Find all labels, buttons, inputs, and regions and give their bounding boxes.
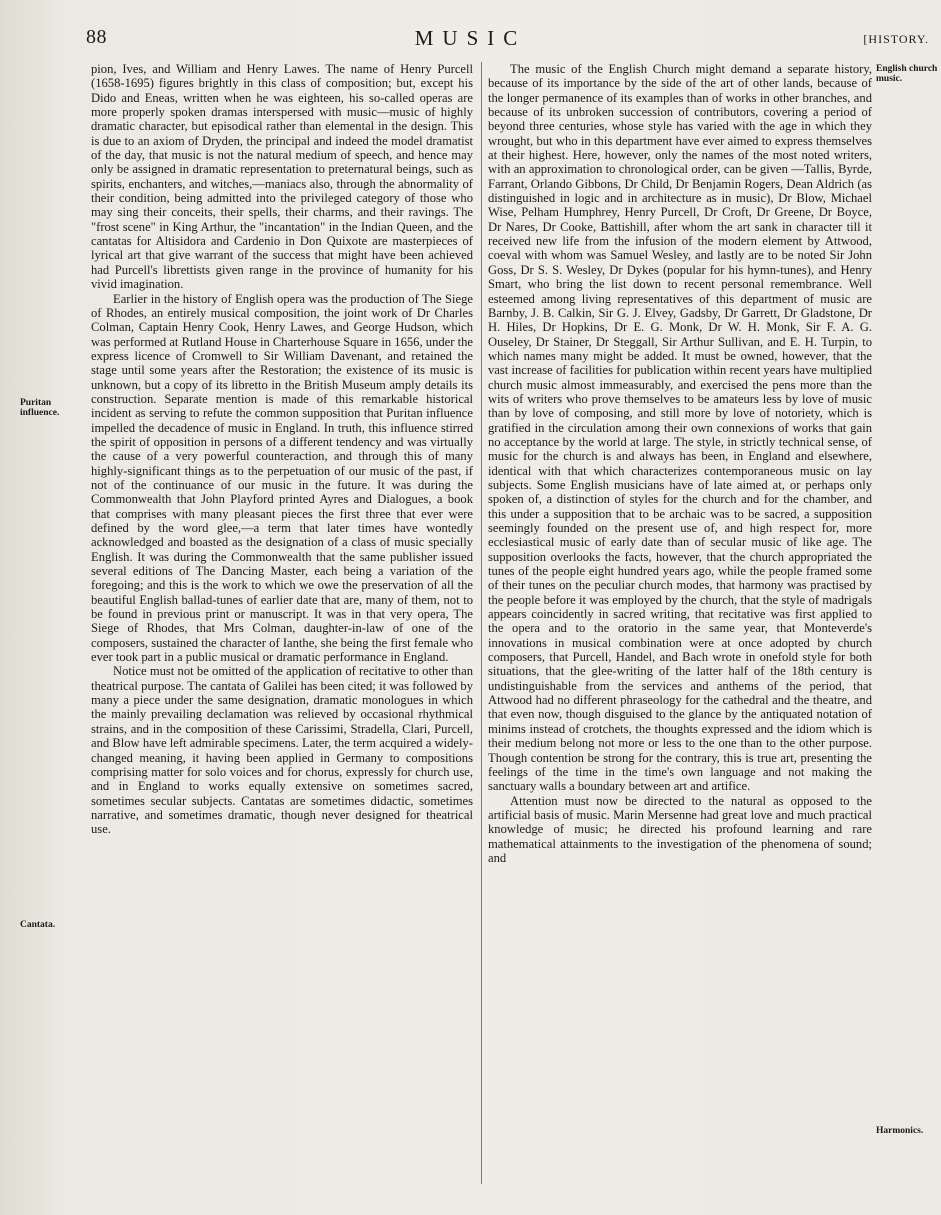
margin-note-puritan-influence: Puritan influence. [20,398,60,418]
paragraph-church-music: The music of the English Church might demand a separate history, because of its importance by the side of the art of other lands, because of the longer permanence of its examples than of works in other branches, and because of its unbroken succession of contributors, covering a period of beyond three centuries, whose style has varied with the age in which they wrought, but who in this department have ever aimed to express themselves at their highest. Here, however, only the names of the most noted writers, with an approximation to chronological order, can be given —Tallis, Byrde, Farrant, Orlando Gibbons, Dr Child, Dr Benjamin Rogers, Dean Aldrich (as distinguished in logic and in architecture as in music), Dr Blow, Michael Wise, Pelham Humphrey, Henry Purcell, Dr Croft, Dr Greene, Dr Boyce, Dr Nares, Dr Cooke, Battishill, after whom the art sank in character till it received new life from the infusion of the modern element by Attwood, coeval with whom was Samuel Wesley, and lastly are to be noted Sir John Goss, Dr S. S. Wesley, Dr Dykes (popular for his hymn-tunes), and Henry Smart, who bring the list down to recent personal remembrance. Well esteemed among living representatives of this department of music are Barnby, J. B. Calkin, Sir G. J. Elvey, Gadsby, Dr Garrett, Dr Gladstone, Dr H. Hiles, Dr Hopkins, Dr E. G. Monk, Dr W. H. Monk, Sir F. A. G. Ouseley, Dr Stainer, Dr Steggall, Sir Arthur Sullivan, and E. H. Turpin, to which names many might be added. It must be owned, however, that the vast increase of facilities for publication within recent years have multiplied church music almost immeasurably, and exercised the pens more than the wits of writers who prove themselves to be amateurs less by love of music than by love of composing, and still more by love of notoriety, which is gratified in the circulation among their own connexions of works that gain no acceptance by the world at large. The style, in strictly technical sense, of music for the church is and always has been, in England and elsewhere, identical with that which characterizes contemporaneous music on lay subjects. Some English musicians have of late aimed at, or perhaps only spoken of, a distinction of styles for the church and for the chamber, and this under a supposition that to be archaic was to be sacred, a supposition seemingly founded on the present use of, and high respect for, more ecclesiastical music of early date than of secular music of like age. The supposition overlooks the facts, however, that the church appropriated the tunes of the people eight hundred years ago, while the people framed some of their tunes on the peculiar church modes, that harmony was practised by the people before it was employed by the church, that the style of madrigals appears coincidently in sacred writing, that recitative was first applied to the opera and to the oratorio in the same year, that Monteverde's innovations in musical combination were at once adopted by church composers, that Purcell, Handel, and Bach wrote in onefold style for both situations, that the glee-writing of the latter half of the 18th century is undistinguishable from the services and anthems of the period, that Attwood had no different phraseology for the cathedral and the theatre, and that even now, though disguised to the glance by the antiquated notation of minims instead of crotchets, the thoughts expressed and the idiom which is their medium belong not more or less to the one than to the other purpose. Though contention be strong for the contrary, this is true art, presenting the feelings of the time in the time's own language and not making the sanctuary walls a boundary between art and artifice. [488,62,872,794]
page-header [0,26,941,56]
margin-note-english-church-music: English church music. [876,64,938,84]
paragraph-purcell-operas: pion, Ives, and William and Henry Lawes. The name of Henry Purcell (1658-1695) figures brightly in this class of composition; but, except his Dido and Eneas, written when he was eighteen, his so-called operas are more properly spoken dramas interspersed with music—music of highly dramatic character, but episodical rather than elemental in the design. This is due to an axiom of Dryden, the principal and indeed the model dramatist of the day, that music is not the natural medium of speech, and hence may only be assigned in dramatic representation to preternatural beings, such as spirits, enchanters, and witches,—maniacs also, through the abnormality of their condition, being admitted into the privileged category of those who may sing their conceits, their spells, their charms, and their ravings. The "frost scene" in King Arthur, the "incantation" in the Indian Queen, and the cantatas for Altisidora and Cardenio in Don Quixote are masterpieces of lyrical art that give warrant of the success that might have been achieved had Purcell's librettists given range in the province of humanity for his vivid imagination. [91,62,473,292]
right-column [488,62,872,865]
running-title: MUSIC [414,26,527,50]
margin-note-cantata: Cantata. [20,920,56,930]
page-number: 88 [86,26,107,48]
paragraph-harmonics: Attention must now be directed to the natural as opposed to the artificial basis of music. Marin Mersenne had great love and much practical knowledge of music; he directed his profound learning and rare mathematical attainments to the investigation of the phenomena of sound; and [488,793,872,865]
left-column [91,62,473,837]
paragraph-siege-of-rhodes: Earlier in the history of English opera was the production of The Siege of Rhodes, an entirely musical composition, the joint work of Dr Charles Colman, Captain Henry Cook, Henry Lawes, and George Hudson, which was performed at Rutland House in Charterhouse Square in 1656, under the express licence of Cromwell to Sir William Davenant, and retained the stage until some years after the Restoration; the existence of its music is unknown, but a copy of its libretto in the British Museum amply details its construction. Separate mention is made of this remarkable historical incident as serving to refute the common supposition that Puritan influence impelled the decadence of music in England. In truth, this influence stirred the spirit of opposition in persons of a different tendency and was virtually the cause of a very powerful counteraction, and through this of many highly-significant things as to the perpetuation of our music of the past, if not of the continuance of our music in the future. It was during the Commonwealth that John Playford printed Ayres and Dialogues, a book that comprises with many pleasant pieces the first three that ever were defined by the word glee,—a term that later times have wontedly acknowledged and boasted as the designation of a class of music specially English. It was during the Commonwealth that the same publisher issued several editions of The Dancing Master, each being a variation of the foregoing; and this is the work to which we owe the preservation of all the beautiful English ballad-tunes of earlier date that are, many of them, not to be found in previous print or manuscript. It was in that very opera, The Siege of Rhodes, that Mrs Colman, daughter-in-law of one of the composers, sustained the character of Ianthe, she being the first female who ever took part in a public musical or dramatic performance in England. [91,291,473,665]
column-divider [481,62,482,1184]
section-tag: [HISTORY. [863,32,929,46]
margin-note-harmonics: Harmonics. [876,1126,924,1136]
paragraph-cantata: Notice must not be omitted of the application of recitative to other than theatrical purpose. The cantata of Galilei has been cited; it was followed by many a piece under the same designation, dramatic monologues in which the mainly prevailing declamation was relieved by occasional rhythmical strains, and in the composition of these Carissimi, Stradella, Clari, Purcell, and Blow have left admirable specimens. Later, the term acquired a widely-changed meaning, it having been applied in Germany to compositions comprising matter for solo voices and for chorus, expressly for church use, and in England to works equally extensive on sometimes sacred, sometimes secular subjects. Cantatas are sometimes didactic, sometimes narrative, and sometimes dramatic, though never designed for theatrical use. [91,664,473,837]
